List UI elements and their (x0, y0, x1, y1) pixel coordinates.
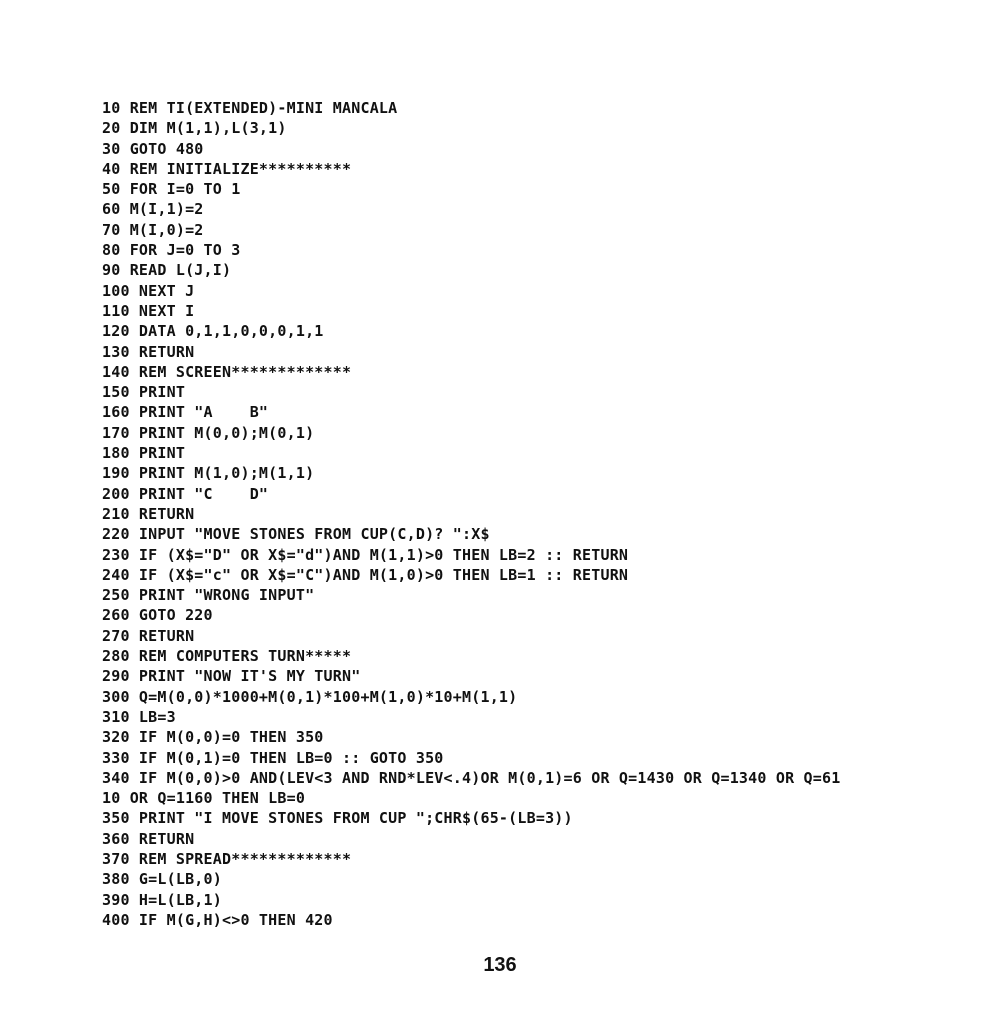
code-line: 260 GOTO 220 (102, 606, 213, 625)
code-line: 400 IF M(G,H)<>0 THEN 420 (102, 910, 333, 929)
code-line: 360 RETURN (102, 829, 195, 848)
code-line: 350 PRINT "I MOVE STONES FROM CUP ";CHR$(65-(LB=3)) (102, 809, 573, 828)
code-line: 320 IF M(0,0)=0 THEN 350 (102, 728, 324, 747)
code-line: 370 REM SPREAD************* (102, 849, 352, 868)
code-line: 120 DATA 0,1,1,0,0,0,1,1 (102, 322, 324, 341)
code-line: 110 NEXT I (102, 301, 195, 320)
code-line: 10 OR Q=1160 THEN LB=0 (102, 789, 306, 808)
code-line: 140 REM SCREEN************* (102, 362, 352, 381)
code-line: 330 IF M(0,1)=0 THEN LB=0 :: GOTO 350 (102, 748, 444, 767)
code-line: 230 IF (X$="D" OR X$="d")AND M(1,1)>0 THEN LB=2 :: RETURN (102, 545, 629, 564)
basic-program-listing (102, 98, 982, 930)
code-line: 290 PRINT "NOW IT'S MY TURN" (102, 667, 361, 686)
code-line: 280 REM COMPUTERS TURN***** (102, 647, 352, 666)
code-line: 160 PRINT "A B" (102, 403, 269, 422)
code-line: 90 READ L(J,I) (102, 261, 232, 280)
code-line: 240 IF (X$="c" OR X$="C")AND M(1,0)>0 THEN LB=1 :: RETURN (102, 565, 629, 584)
code-line: 380 G=L(LB,0) (102, 870, 222, 889)
code-line: 150 PRINT (102, 383, 186, 402)
code-line: 30 GOTO 480 (102, 139, 204, 158)
code-line: 340 IF M(0,0)>0 AND(LEV<3 AND RND*LEV<.4)OR M(0,1)=6 OR Q=1430 OR Q=1340 OR Q=61 (102, 768, 841, 787)
code-line: 50 FOR I=0 TO 1 (102, 180, 241, 199)
code-line: 250 PRINT "WRONG INPUT" (102, 586, 315, 605)
code-line: 180 PRINT (102, 444, 186, 463)
code-line: 20 DIM M(1,1),L(3,1) (102, 119, 287, 138)
code-line: 130 RETURN (102, 342, 195, 361)
code-line: 70 M(I,0)=2 (102, 220, 204, 239)
code-line: 80 FOR J=0 TO 3 (102, 241, 241, 260)
code-line: 100 NEXT J (102, 281, 195, 300)
code-line: 270 RETURN (102, 626, 195, 645)
code-line: 10 REM TI(EXTENDED)-MINI MANCALA (102, 99, 398, 117)
code-line: 40 REM INITIALIZE********** (102, 159, 352, 178)
code-line: 60 M(I,1)=2 (102, 200, 204, 219)
code-line: 310 LB=3 (102, 707, 176, 726)
code-line: 170 PRINT M(0,0);M(0,1) (102, 423, 315, 442)
code-line: 390 H=L(LB,1) (102, 890, 222, 909)
code-line: 220 INPUT "MOVE STONES FROM CUP(C,D)? ":X$ (102, 525, 490, 544)
code-line: 210 RETURN (102, 504, 195, 523)
code-line: 190 PRINT M(1,0);M(1,1) (102, 464, 315, 483)
page-number: 136 (483, 954, 517, 976)
code-line: 200 PRINT "C D" (102, 484, 269, 503)
code-line: 300 Q=M(0,0)*1000+M(0,1)*100+M(1,0)*10+M(1,1) (102, 687, 518, 706)
